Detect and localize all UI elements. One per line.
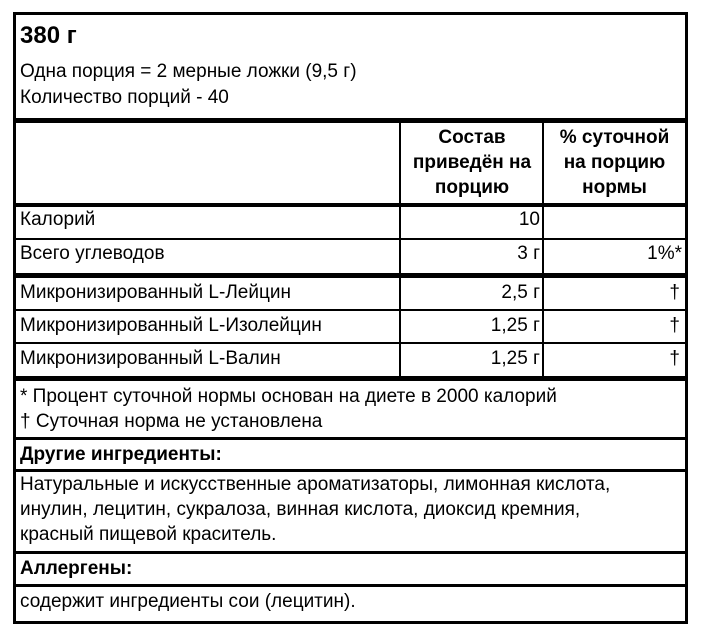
nutrient-amount: 3 г: [517, 243, 540, 264]
nutrient-name: Микронизированный L-Лейцин: [20, 282, 291, 303]
ingredients-line: Натуральные и искусственные ароматизаторы, лимонная кислота,: [20, 474, 611, 495]
nutrient-daily-value: 1%*: [647, 243, 682, 264]
nutrient-name: Микронизированный L-Валин: [20, 348, 281, 369]
section-divider: [16, 437, 685, 440]
row-divider: [16, 309, 685, 311]
column-header-daily-value: % суточной на порцию нормы: [559, 127, 670, 198]
ingredients-line: инулин, лецитин, сукралоза, винная кислота, диоксид кремния,: [20, 499, 581, 520]
nutrient-daily-value: †: [669, 348, 680, 369]
row-divider: [16, 238, 685, 240]
thick-divider: [16, 203, 685, 207]
thick-divider: [16, 376, 685, 381]
column-divider: [399, 123, 401, 276]
nutrient-amount: 1,25 г: [490, 348, 540, 369]
other-ingredients-title: Другие ингредиенты:: [20, 444, 222, 465]
nutrient-name: Всего углеводов: [20, 243, 165, 264]
nutrient-name: Микронизированный L-Изолейцин: [20, 315, 322, 336]
section-divider: [16, 469, 685, 472]
nutrient-amount: 1,25 г: [490, 315, 540, 336]
section-divider: [16, 584, 685, 587]
ingredients-line: красный пищевой краситель.: [20, 524, 277, 545]
daily-value-footnote: * Процент суточной нормы основан на диете в 2000 калорий: [20, 386, 557, 407]
column-divider: [399, 278, 401, 379]
section-divider: [16, 551, 685, 554]
row-divider: [16, 342, 685, 344]
thick-divider: [16, 273, 685, 278]
nutrient-daily-value: †: [669, 315, 680, 336]
nutrient-daily-value: †: [669, 282, 680, 303]
nutrient-amount: 10: [518, 209, 540, 230]
column-header-amount: Состав приведён на порцию: [412, 127, 532, 198]
allergens-text: содержит ингредиенты сои (лецитин).: [20, 591, 356, 612]
nutrient-name: Калорий: [20, 209, 96, 230]
servings-count: Количество порций - 40: [20, 87, 229, 108]
dagger-footnote: † Суточная норма не установлена: [20, 411, 323, 432]
net-weight: 380 г: [20, 22, 77, 49]
nutrient-amount: 2,5 г: [501, 282, 540, 303]
thick-divider: [16, 118, 685, 123]
serving-size: Одна порция = 2 мерные ложки (9,5 г): [20, 61, 357, 82]
allergens-title: Аллергены:: [20, 558, 133, 579]
nutrition-facts-panel: [13, 12, 688, 624]
